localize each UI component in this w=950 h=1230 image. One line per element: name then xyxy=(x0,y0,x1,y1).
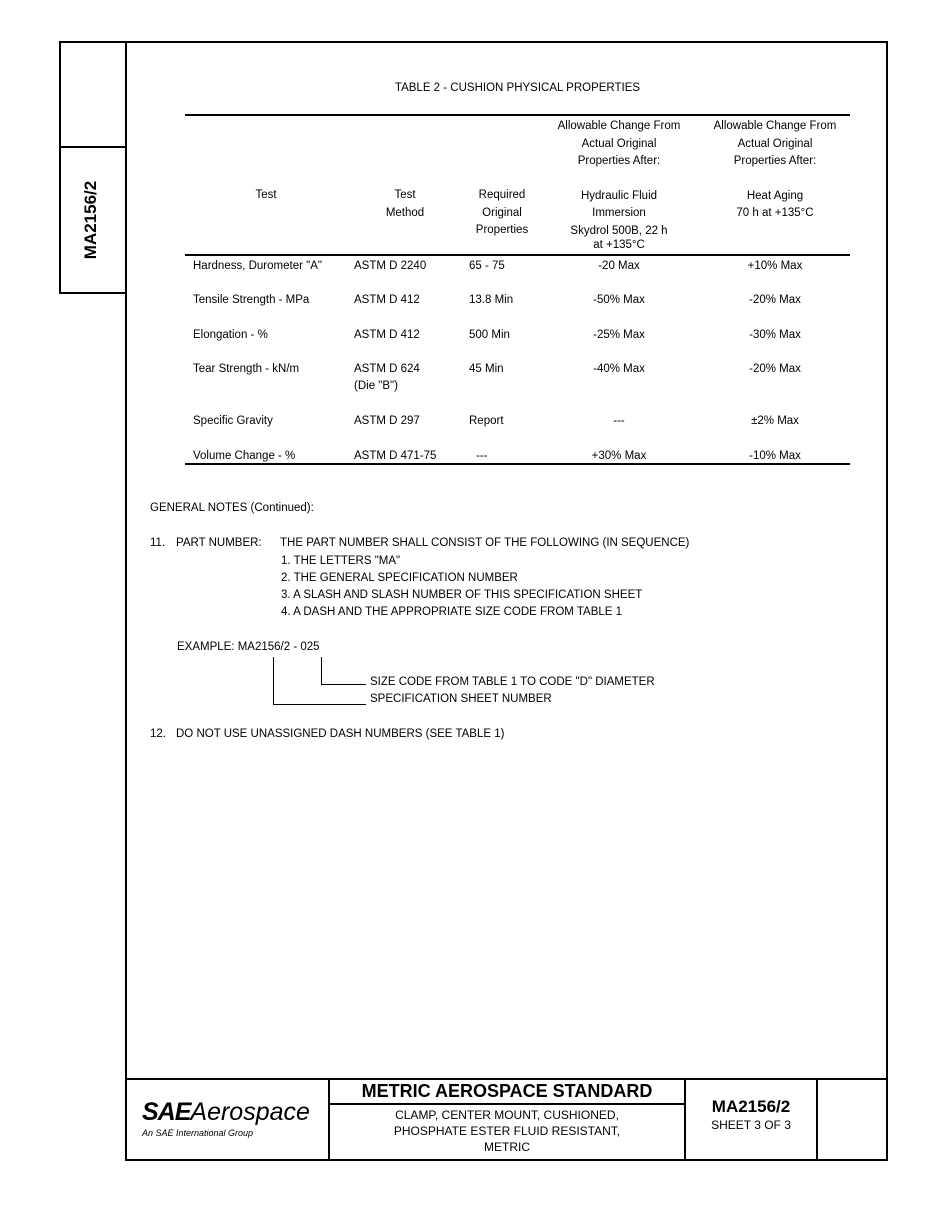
cell-fluid: -20 Max xyxy=(598,260,640,272)
header-fluid-line-4: at +135°C xyxy=(593,239,645,251)
header-required-line-1: Required xyxy=(478,189,526,201)
example-part-number: EXAMPLE: MA2156/2 - 025 xyxy=(177,641,320,653)
footer-sheet-number: SHEET 3 OF 3 xyxy=(711,1118,791,1132)
side-box-bottom xyxy=(59,292,126,294)
frame-inner-left xyxy=(125,41,127,1161)
header-heat-top-2: Actual Original xyxy=(737,137,813,150)
sae-aerospace-logo xyxy=(142,1098,310,1127)
note-11-item: 1. THE LETTERS "MA" xyxy=(281,555,401,567)
header-required-line-2: Original xyxy=(482,206,522,219)
header-method xyxy=(360,187,450,222)
footer-description-line-3: METRIC xyxy=(484,1140,530,1154)
callout-spec-sheet: SPECIFICATION SHEET NUMBER xyxy=(370,693,552,705)
frame-top xyxy=(59,41,888,43)
cell-fluid: --- xyxy=(613,415,625,427)
header-heat-top-3: Properties After: xyxy=(733,155,817,167)
cell-heat: -30% Max xyxy=(749,329,801,341)
footer-standard-title: METRIC AEROSPACE STANDARD xyxy=(361,1081,653,1101)
header-method-line-2: Method xyxy=(385,206,425,219)
cell-required: 65 - 75 xyxy=(469,260,505,272)
cell-required: 13.8 Min xyxy=(469,294,514,306)
footer-description-line-1: CLAMP, CENTER MOUNT, CUSHIONED, xyxy=(395,1108,619,1122)
header-test-label: Test xyxy=(255,189,277,201)
header-required-line-3: Properties xyxy=(475,224,529,236)
notes-heading: GENERAL NOTES (Continued): xyxy=(150,502,314,514)
cell-method: ASTM D 471-75 xyxy=(354,450,437,462)
note-11-item: 4. A DASH AND THE APPROPRIATE SIZE CODE FROM TABLE 1 xyxy=(281,606,623,618)
callout-line-size-vertical xyxy=(321,657,322,684)
cell-heat: +10% Max xyxy=(747,260,803,272)
header-fluid-line-3: Skydrol 500B, 22 h xyxy=(570,224,668,237)
side-box-divider xyxy=(59,146,126,148)
note-11-label: PART NUMBER: xyxy=(176,537,262,549)
cell-method: ASTM D 412 xyxy=(354,294,420,306)
cell-method: ASTM D 412 xyxy=(354,329,420,341)
table-header-rule xyxy=(185,254,850,256)
cell-test: Hardness, Durometer "A" xyxy=(193,260,322,272)
side-document-number xyxy=(66,172,116,267)
cell-test: Elongation - % xyxy=(193,329,268,341)
logo-subtitle: An SAE International Group xyxy=(142,1128,254,1138)
footer-divider-3 xyxy=(816,1078,818,1160)
header-method-line-1: Test xyxy=(394,189,416,201)
header-fluid xyxy=(544,118,694,255)
cell-test: Specific Gravity xyxy=(193,415,273,427)
header-heat xyxy=(700,118,850,223)
table-top-rule xyxy=(185,114,850,116)
cell-required: Report xyxy=(469,415,504,427)
header-heat-line-1: Heat Aging xyxy=(746,189,804,202)
logo-sae-text: SAE xyxy=(142,1098,191,1126)
cell-required: --- xyxy=(476,450,488,462)
logo-aerospace-text: Aerospace xyxy=(190,1098,310,1126)
cell-test: Volume Change - % xyxy=(193,450,296,462)
cell-method: ASTM D 297 xyxy=(354,415,420,427)
callout-line-size-horizontal xyxy=(321,684,366,685)
cell-method-line-2: (Die "B") xyxy=(354,380,398,392)
callout-size-code: SIZE CODE FROM TABLE 1 TO CODE "D" DIAMETER xyxy=(370,676,655,688)
note-11-number: 11. xyxy=(150,537,166,549)
note-12-text: DO NOT USE UNASSIGNED DASH NUMBERS (SEE TABLE 1) xyxy=(176,728,505,740)
side-document-number-text: MA2156/2 xyxy=(81,180,100,259)
cell-heat: ±2% Max xyxy=(751,415,799,427)
cell-method: ASTM D 624 xyxy=(354,363,420,375)
frame-bottom xyxy=(125,1159,888,1161)
header-fluid-top-3: Properties After: xyxy=(577,155,661,167)
cell-fluid: +30% Max xyxy=(591,450,647,462)
header-heat-line-2: 70 h at +135°C xyxy=(736,207,814,219)
table-title: TABLE 2 - CUSHION PHYSICAL PROPERTIES xyxy=(394,82,641,94)
header-test xyxy=(216,187,316,205)
callout-line-sheet-vertical xyxy=(273,657,274,705)
cell-fluid: -40% Max xyxy=(593,363,645,375)
cell-heat: -20% Max xyxy=(749,363,801,375)
footer-title-rule xyxy=(328,1103,685,1105)
note-11-text: THE PART NUMBER SHALL CONSIST OF THE FOLLOWING (IN SEQUENCE) xyxy=(280,537,690,549)
header-fluid-line-2: Immersion xyxy=(592,207,646,219)
footer-description-line-2: PHOSPHATE ESTER FLUID RESISTANT, xyxy=(393,1124,621,1138)
cell-heat: -20% Max xyxy=(749,294,801,306)
frame-right xyxy=(886,41,888,1161)
note-11-item: 3. A SLASH AND SLASH NUMBER OF THIS SPECIFICATION SHEET xyxy=(281,589,643,601)
cell-required: 500 Min xyxy=(469,329,510,341)
header-fluid-line-1: Hydraulic Fluid xyxy=(580,189,658,202)
cell-method: ASTM D 2240 xyxy=(354,260,427,272)
footer-top-rule xyxy=(125,1078,888,1080)
header-heat-top-1: Allowable Change From xyxy=(713,120,837,132)
note-12-number: 12. xyxy=(150,728,166,740)
cell-fluid: -25% Max xyxy=(593,329,645,341)
side-box-left xyxy=(59,41,61,293)
header-fluid-top-2: Actual Original xyxy=(581,137,657,150)
cell-test: Tear Strength - kN/m xyxy=(193,363,300,375)
cell-fluid: -50% Max xyxy=(593,294,645,306)
cell-test: Tensile Strength - MPa xyxy=(193,294,310,306)
note-11-item: 2. THE GENERAL SPECIFICATION NUMBER xyxy=(281,572,518,584)
header-required xyxy=(462,187,542,240)
footer-document-number: MA2156/2 xyxy=(711,1097,791,1116)
footer-description xyxy=(330,1107,684,1155)
cell-heat: -10% Max xyxy=(749,450,801,462)
callout-line-sheet-horizontal xyxy=(273,704,366,705)
cell-required: 45 Min xyxy=(469,363,504,375)
header-fluid-top-1: Allowable Change From xyxy=(557,120,681,132)
